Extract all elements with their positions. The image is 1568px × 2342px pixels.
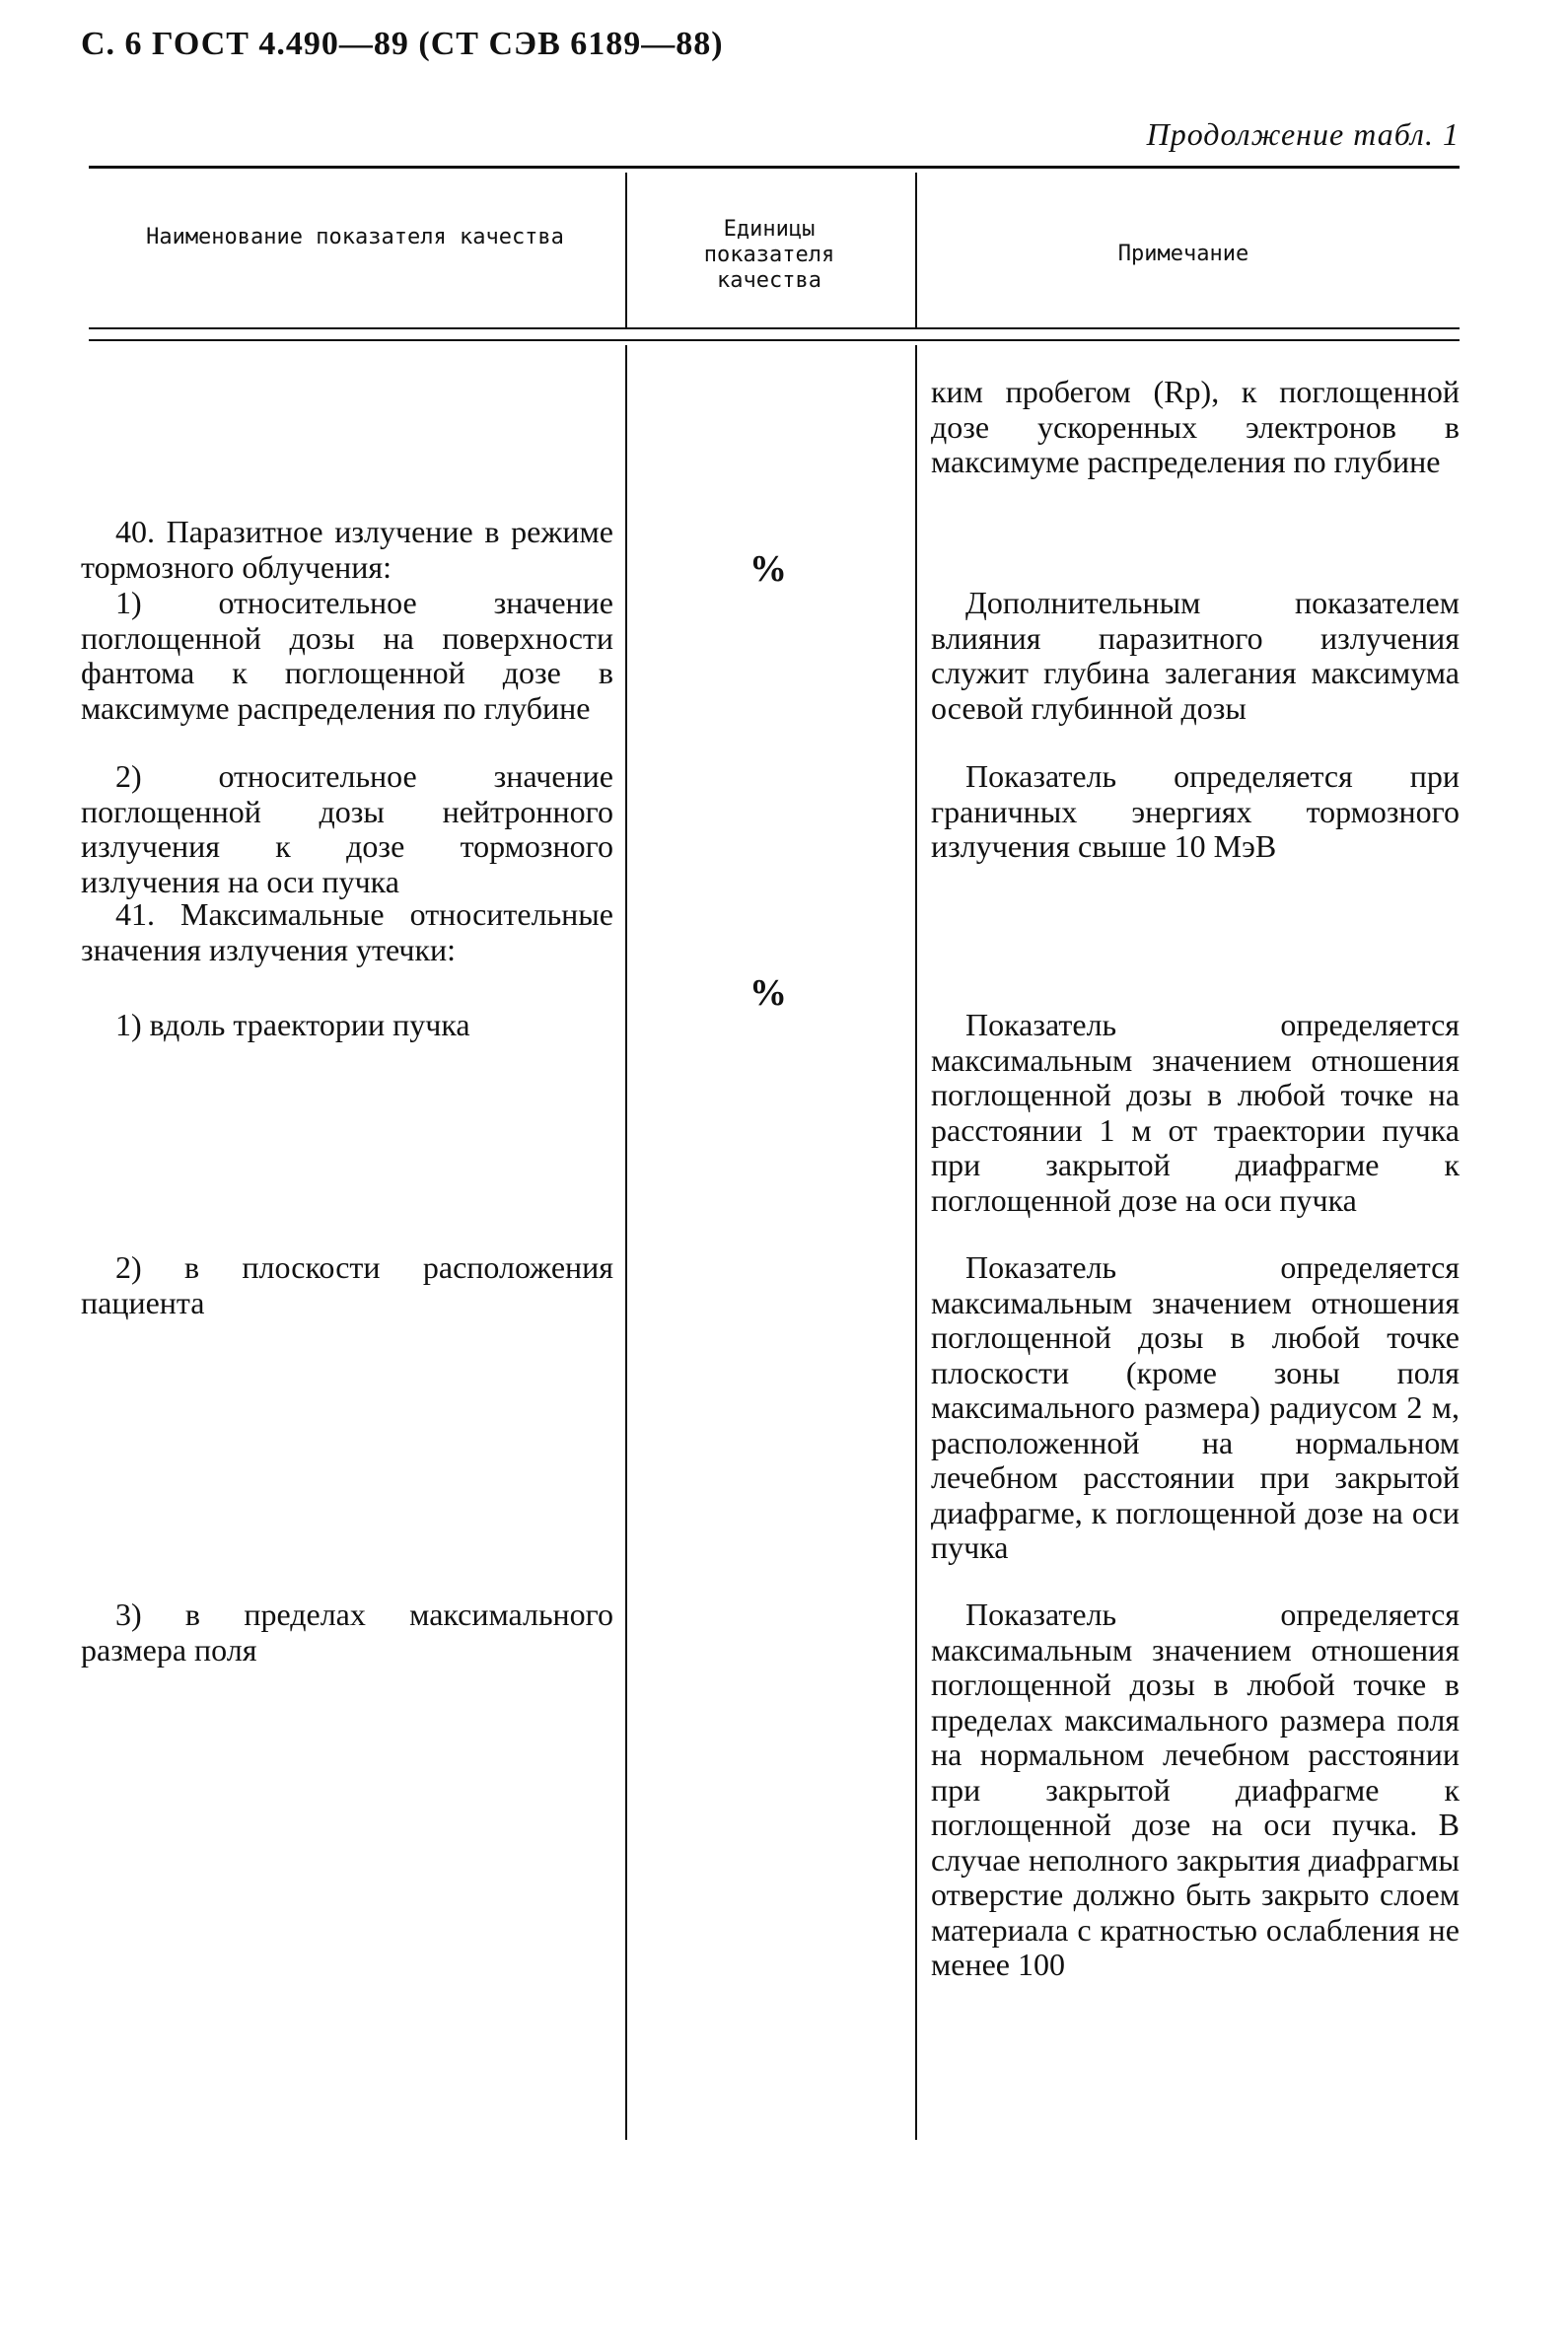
note-carryover: ким пробегом (Rр), к поглощенной дозе ускоренных электронов в максимуме распределения по глубине	[931, 374, 1460, 479]
item-41-sub3-note: Показатель определяется максимальным значением отношения поглощенной дозы в любой точке в пределах максимального размера поля на нормальном лечебном расстоянии при закрытой диафрагме к поглощенной дозе на оси пучка. В случае неполного закрытия диафрагмы отверстие должно быть закрыто слоем материала с кратностью ослабления не менее 100	[931, 1597, 1460, 1982]
table-continuation-label: Продолжение табл. 1	[1146, 116, 1460, 152]
item-41-sub3: 3) в пределах максимального размера поля	[81, 1597, 613, 1668]
column-header-name: Наименование показателя качества	[146, 225, 564, 249]
column-header-units: Единицы показателя качества	[703, 217, 835, 293]
item-40-sub2: 2) относительное значение поглощенной дозы нейтронного излучения к дозе тормозного излучения на оси пучка	[81, 758, 613, 899]
table-top-rule	[89, 166, 1460, 169]
item-41-title: 41. Максимальные относительные значения излучения утечки:	[81, 896, 613, 967]
item-41-sub1-note: Показатель определяется максимальным значением отношения поглощенной дозы в любой точке на расстоянии 1 м от траектории пучка при закрытой диафрагме к поглощенной дозе на оси пучка	[931, 1007, 1460, 1218]
item-41-unit: %	[749, 972, 787, 1014]
column-header-note: Примечание	[1117, 242, 1249, 266]
column-separator-2	[915, 173, 917, 327]
header-bottom-rule-1	[89, 327, 1460, 329]
header-bottom-rule-2	[89, 339, 1460, 341]
item-41-sub2: 2) в плоскости расположения пациента	[81, 1249, 613, 1320]
item-41-sub2-note: Показатель определяется максимальным значением отношения поглощенной дозы в любой точке плоскости (кроме зоны поля максимального размера) радиусом 2 м, расположенной на нормальном лечебном расстоянии при закрытой диафрагме, к поглощенной дозе на оси пучка	[931, 1249, 1460, 1565]
column-separator-1	[625, 173, 627, 327]
column-separator-2-body	[915, 345, 917, 2140]
item-41-sub1: 1) вдоль траектории пучка	[115, 1007, 470, 1042]
item-40-sub1: 1) относительное значение поглощенной дозы на поверхности фантома к поглощенной дозе в максимуме распределения по глубине	[81, 585, 613, 726]
page-title: С. 6 ГОСТ 4.490—89 (СТ СЭВ 6189—88)	[81, 26, 724, 62]
column-separator-1-body	[625, 345, 627, 2140]
item-40-sub2-note: Показатель определяется при граничных энергиях тормозного излучения свыше 10 МэВ	[931, 758, 1460, 864]
item-40-title: 40. Паразитное излучение в режиме тормозного облучения:	[81, 514, 613, 585]
item-40-sub1-note: Дополнительным показателем влияния паразитного излучения служит глубина залегания максимума осевой глубинной дозы	[931, 585, 1460, 726]
item-40-unit: %	[749, 548, 787, 590]
